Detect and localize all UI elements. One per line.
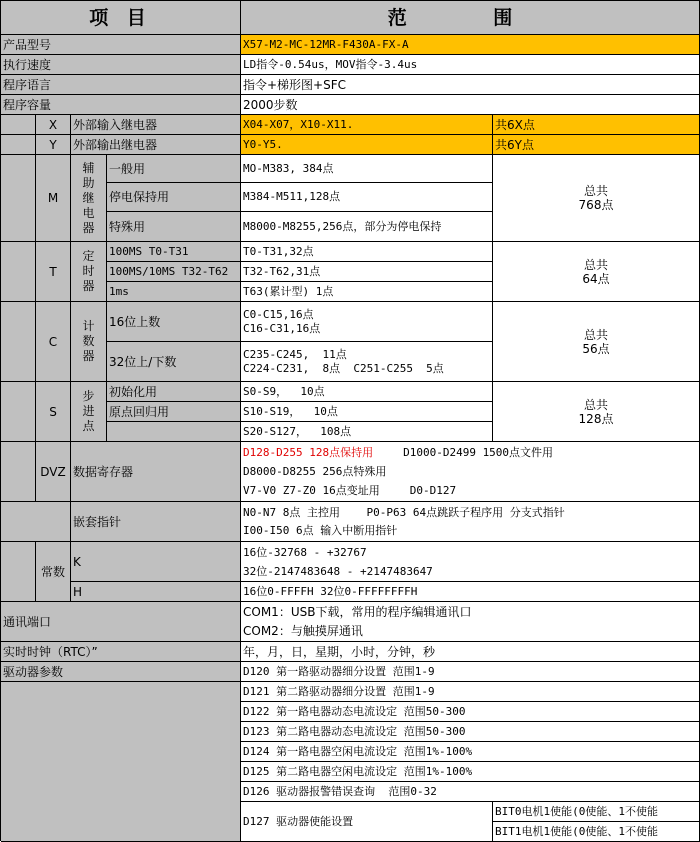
c-total: 总共 56点 bbox=[493, 302, 700, 382]
c-value-line: C235-C245, 11点 bbox=[243, 347, 347, 361]
m-item-value: M8000-M8255,256点，部分为停电保持 bbox=[241, 212, 493, 242]
driver-item: D120 第一路驱动器细分设置 范围1-9 bbox=[241, 662, 700, 682]
x-spacer bbox=[1, 115, 36, 135]
lang-label: 程序语言 bbox=[1, 75, 241, 95]
nest-value-line: N0-N7 8点 主控用 P0-P63 64点跳跃子程序用 分支式指针 bbox=[243, 505, 565, 519]
t-item-label: 100MS T0-T31 bbox=[107, 242, 241, 262]
driver-item: D122 第一路电器动态电流设定 范围50-300 bbox=[241, 702, 700, 722]
t-total: 总共 64点 bbox=[493, 242, 700, 302]
d-index-range: V7-V0 Z7-Z0 16点变址用 bbox=[243, 484, 380, 497]
model-value: X57-M2-MC-12MR-F430A-FX-A bbox=[241, 35, 700, 55]
x-label: 外部输入继电器 bbox=[71, 115, 241, 135]
header-range: 范 围 bbox=[241, 1, 700, 35]
t-spacer bbox=[1, 242, 36, 302]
s-item-label: 初始化用 bbox=[107, 382, 241, 402]
const-k-value bbox=[241, 542, 700, 582]
t-item-label: 1ms bbox=[107, 282, 241, 302]
m-total: 总共 768点 bbox=[493, 155, 700, 242]
driver-bit0: BIT0电机1使能(0使能、1不使能 bbox=[493, 802, 700, 822]
driver-item: D123 第二路电器动态电流设定 范围50-300 bbox=[241, 722, 700, 742]
x-code: X bbox=[36, 115, 71, 135]
nest-value bbox=[241, 502, 700, 542]
s-spacer bbox=[1, 382, 36, 442]
driver-d127: D127 驱动器使能设置 bbox=[241, 802, 493, 842]
c-code: C bbox=[36, 302, 71, 382]
capacity-label: 程序容量 bbox=[1, 95, 241, 115]
m-item-value: MO-M383, 384点 bbox=[241, 155, 493, 183]
c-spacer bbox=[1, 302, 36, 382]
y-code: Y bbox=[36, 135, 71, 155]
driver-item: D125 第二路电器空闲电流设定 范围1%-100% bbox=[241, 762, 700, 782]
capacity-value: 2000步数 bbox=[241, 95, 700, 115]
nest-spacer bbox=[1, 502, 71, 542]
const-k-line: 16位-32768 - +32767 bbox=[243, 545, 367, 559]
d-value-line bbox=[243, 443, 699, 462]
driver-bit1: BIT1电机1使能(0使能、1不使能 bbox=[493, 822, 700, 842]
s-group: 步进点 bbox=[71, 382, 107, 442]
d-file-range: D1000-D2499 1500点文件用 bbox=[403, 446, 554, 459]
m-item-label: 特殊用 bbox=[107, 212, 241, 242]
x-value: X04-X07，X10-X11. bbox=[241, 115, 493, 135]
t-group: 定时器 bbox=[71, 242, 107, 302]
t-item-value: T63(累计型) 1点 bbox=[241, 282, 493, 302]
const-label: 常数 bbox=[36, 542, 71, 602]
m-code: M bbox=[36, 155, 71, 242]
x-total: 共6X点 bbox=[493, 115, 700, 135]
c-value-line: C16-C31,16点 bbox=[243, 321, 321, 335]
const-h-code: H bbox=[71, 582, 241, 602]
driver-item: D121 第二路驱动器细分设置 范围1-9 bbox=[241, 682, 700, 702]
t-code: T bbox=[36, 242, 71, 302]
d-code: DVZ bbox=[36, 442, 71, 502]
c-item-value bbox=[241, 302, 493, 342]
rtc-value: 年，月，日，星期，小时，分钟，秒 bbox=[241, 642, 700, 662]
y-total: 共6Y点 bbox=[493, 135, 700, 155]
y-value: Y0-Y5. bbox=[241, 135, 493, 155]
m-item-label: 一般用 bbox=[107, 155, 241, 183]
driver-item: D126 驱动器报警错误查询 范围0-32 bbox=[241, 782, 700, 802]
c-item-label: 32位上/下数 bbox=[107, 342, 241, 382]
c-group: 计数器 bbox=[71, 302, 107, 382]
m-item-value: M384-M511,128点 bbox=[241, 183, 493, 212]
speed-label: 执行速度 bbox=[1, 55, 241, 75]
s-item-label bbox=[107, 422, 241, 442]
y-spacer bbox=[1, 135, 36, 155]
d-value-line: D8000-D8255 256点特殊用 bbox=[243, 465, 387, 478]
d-general-range: D0-D127 bbox=[409, 484, 457, 497]
d-retain-range: D128-D255 128点保持用 bbox=[243, 446, 374, 459]
t-item-label: 100MS/10MS T32-T62 bbox=[107, 262, 241, 282]
m-item-label: 停电保持用 bbox=[107, 183, 241, 212]
s-item-value: S0-S9， 10点 bbox=[241, 382, 493, 402]
const-k-line: 32位-2147483648 - +2147483647 bbox=[243, 564, 433, 578]
comm-label: 通讯端口 bbox=[1, 602, 241, 642]
d-spacer bbox=[1, 442, 36, 502]
d-value bbox=[241, 442, 700, 502]
lang-value: 指令+梯形图+SFC bbox=[241, 75, 700, 95]
s-item-label: 原点回归用 bbox=[107, 402, 241, 422]
driver-item: D124 第一路电器空闲电流设定 范围1%-100% bbox=[241, 742, 700, 762]
s-total: 总共 128点 bbox=[493, 382, 700, 442]
s-code: S bbox=[36, 382, 71, 442]
m-group: 辅助继电器 bbox=[71, 155, 107, 242]
m-spacer bbox=[1, 155, 36, 242]
comm-value bbox=[241, 602, 700, 642]
d-label: 数据寄存器 bbox=[71, 442, 241, 502]
nest-value-line: I00-I50 6点 输入中断用指针 bbox=[243, 523, 398, 537]
y-label: 外部输出继电器 bbox=[71, 135, 241, 155]
comm-value-line: COM2：与触摸屏通讯 bbox=[243, 623, 363, 638]
header-item: 项 目 bbox=[1, 1, 241, 35]
nest-label: 嵌套指针 bbox=[71, 502, 241, 542]
rtc-label: 实时时钟（RTC）” bbox=[1, 642, 241, 662]
const-spacer bbox=[1, 542, 36, 602]
speed-value: LD指令-0.54us，MOV指令-3.4us bbox=[241, 55, 700, 75]
driver-label: 驱动器参数 bbox=[1, 662, 241, 682]
driver-spacer bbox=[1, 682, 241, 842]
c-value-line: C0-C15,16点 bbox=[243, 307, 314, 321]
comm-value-line: COM1：USB下载，常用的程序编辑通讯口 bbox=[243, 604, 472, 619]
const-k-code: K bbox=[71, 542, 241, 582]
const-h-value: 16位0-FFFFH 32位0-FFFFFFFFH bbox=[241, 582, 700, 602]
d-value-line bbox=[243, 481, 699, 500]
t-item-value: T32-T62,31点 bbox=[241, 262, 493, 282]
c-value-line: C224-C231, 8点 C251-C255 5点 bbox=[243, 361, 444, 375]
model-label: 产品型号 bbox=[1, 35, 241, 55]
c-item-value bbox=[241, 342, 493, 382]
s-item-value: S20-S127， 108点 bbox=[241, 422, 493, 442]
c-item-label: 16位上数 bbox=[107, 302, 241, 342]
s-item-value: S10-S19， 10点 bbox=[241, 402, 493, 422]
t-item-value: T0-T31,32点 bbox=[241, 242, 493, 262]
